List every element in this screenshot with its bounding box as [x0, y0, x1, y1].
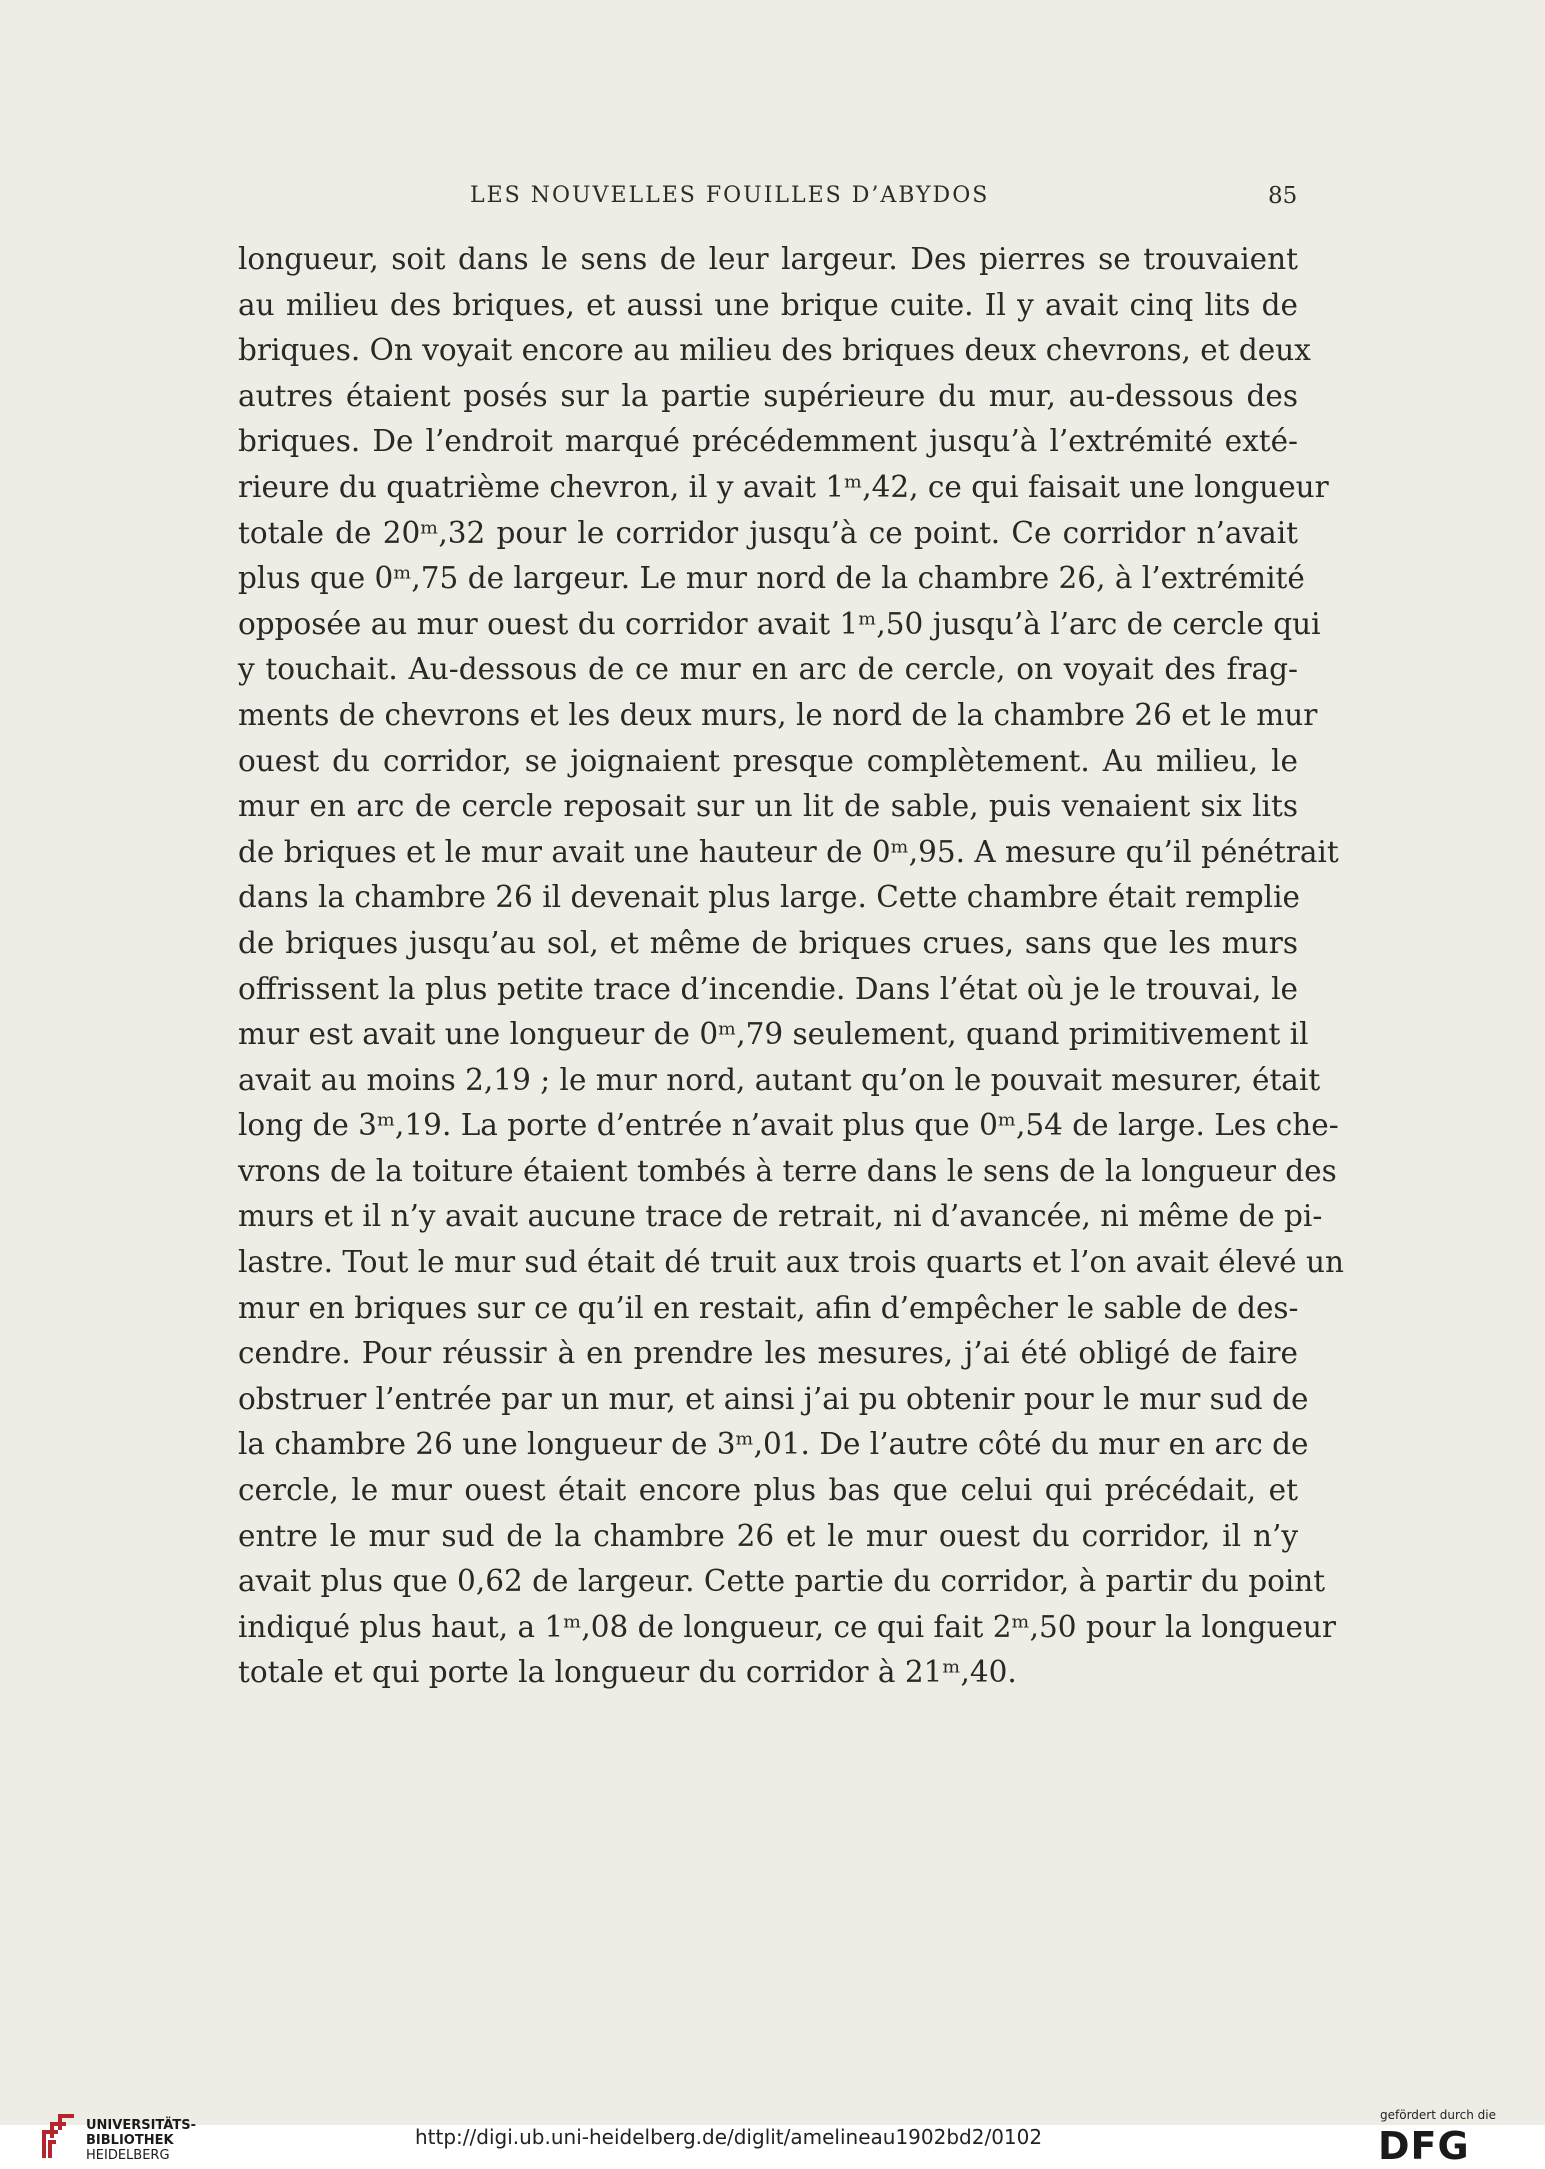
library-name-line3: HEIDELBERG [86, 2148, 170, 2163]
text-line: obstruer l’entrée par un mur, et ainsi j’ai pu obtenir pour le mur sud de [238, 1381, 1309, 1416]
text-line: dans la chambre 26 il devenait plus large. Cette chambre était remplie [238, 880, 1301, 915]
funded-by-label: gefördert durch die [1380, 2108, 1496, 2122]
text-line: mur en briques sur ce qu’il en restait, afin d’empêcher le sable de des- [238, 1290, 1299, 1325]
text-line: autres étaient posés sur la partie supérieure du mur, au-dessous des [238, 378, 1298, 413]
text-line: indiqué plus haut, a 1ᵐ,08 de longueur, ce qui fait 2ᵐ,50 pour la longueur [238, 1609, 1337, 1644]
text-line: ouest du corridor, se joignaient presque complètement. Au milieu, le [238, 743, 1298, 778]
text-line: au milieu des briques, et aussi une brique cuite. Il y avait cinq lits de [238, 287, 1298, 322]
text-line: de briques jusqu’au sol, et même de briques crues, sans que les murs [238, 925, 1298, 960]
library-name-line1: UNIVERSITÄTS- [86, 2118, 196, 2133]
library-name-line2: BIBLIOTHEK [86, 2133, 174, 2148]
text-line: la chambre 26 une longueur de 3ᵐ,01. De l’autre côté du mur en arc de [238, 1427, 1309, 1462]
text-line: cendre. Pour réussir à en prendre les mesures, j’ai été obligé de faire [238, 1336, 1298, 1371]
text-line: briques. On voyait encore au milieu des briques deux chevrons, et deux [238, 333, 1311, 368]
text-line: vrons de la toiture étaient tombés à terre dans le sens de la longueur des [238, 1153, 1337, 1188]
text-line: longueur, soit dans le sens de leur largeur. Des pierres se trouvaient [238, 242, 1298, 276]
text-line: totale et qui porte la longueur du corridor à 21ᵐ,40. [238, 1655, 1017, 1690]
text-line: mur est avait une longueur de 0ᵐ,79 seulement, quand primitivement il [238, 1017, 1309, 1052]
page-number: 85 [1268, 183, 1298, 209]
text-line: lastre. Tout le mur sud était dé truit aux trois quarts et l’on avait élevé un [238, 1245, 1344, 1280]
text-line: mur en arc de cercle reposait sur un lit de sable, puis venaient six lits [238, 789, 1298, 824]
text-line: avait au moins 2,19 ; le mur nord, autant qu’on le pouvait mesurer, était [238, 1062, 1321, 1097]
text-line: plus que 0ᵐ,75 de largeur. Le mur nord de la chambre 26, à l’extrémité [238, 561, 1305, 596]
text-line: totale de 20ᵐ,32 pour le corridor jusqu’à ce point. Ce corridor n’avait [238, 515, 1298, 550]
body-text [238, 237, 1344, 1696]
text-line: de briques et le mur avait une hauteur de 0ᵐ,95. A mesure qu’il pénétrait [238, 834, 1339, 869]
text-line: cercle, le mur ouest était encore plus bas que celui qui précédait, et [238, 1473, 1298, 1508]
text-line: briques. De l’endroit marqué précédemment jusqu’à l’extrémité exté- [238, 424, 1298, 459]
dfg-logo: DFG [1378, 2124, 1470, 2168]
text-line: long de 3ᵐ,19. La porte d’entrée n’avait plus que 0ᵐ,54 de large. Les che- [238, 1108, 1339, 1143]
text-line: rieure du quatrième chevron, il y avait 1ᵐ,42, ce qui faisait une longueur [238, 469, 1329, 504]
permalink-url[interactable]: http://digi.ub.uni-heidelberg.de/diglit/amelineau1902bd2/0102 [415, 2125, 1043, 2149]
library-name [86, 2118, 196, 2163]
text-line: offrissent la plus petite trace d’incendie. Dans l’état où je le trouvai, le [238, 971, 1298, 1006]
university-library-logo-icon [36, 2112, 76, 2160]
text-line: ments de chevrons et les deux murs, le nord de la chambre 26 et le mur [238, 697, 1318, 732]
text-line: y touchait. Au-dessous de ce mur en arc de cercle, on voyait des frag- [238, 652, 1298, 687]
text-line: murs et il n’y avait aucune trace de retrait, ni d’avancée, ni même de pi- [238, 1199, 1323, 1234]
running-head: LES NOUVELLES FOUILLES D’ABYDOS [470, 183, 990, 208]
text-line: entre le mur sud de la chambre 26 et le mur ouest du corridor, il n’y [238, 1518, 1298, 1553]
text-line: opposée au mur ouest du corridor avait 1ᵐ,50 jusqu’à l’arc de cercle qui [238, 606, 1321, 641]
text-line: avait plus que 0,62 de largeur. Cette partie du corridor, à partir du point [238, 1564, 1326, 1599]
